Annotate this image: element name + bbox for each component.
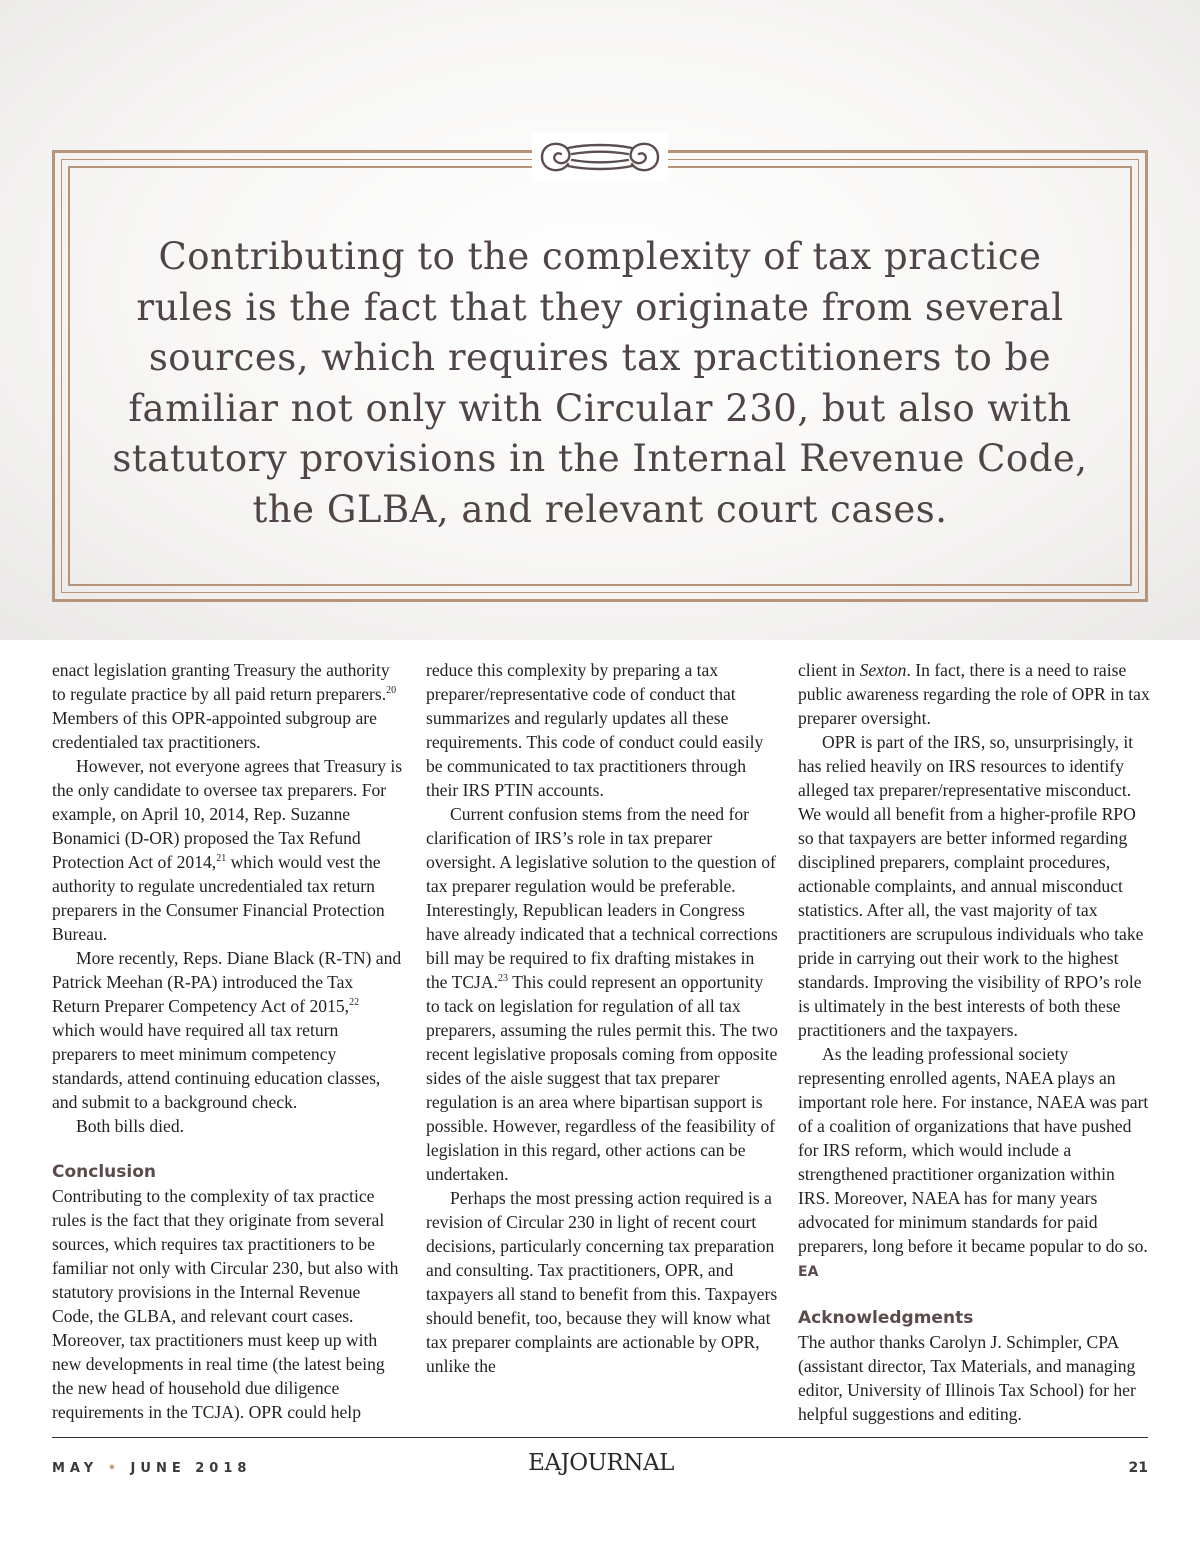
section-heading-acknowledgments: Acknowledgments xyxy=(798,1308,974,1328)
ea-journal-logo: EAJOURNAL xyxy=(528,1450,674,1476)
paragraph: Contributing to the complexity of tax practice rules is the fact that they originate from several sources, which requires tax practitioners to be familiar not only with Circular 230, but also with statutory provisions in the Internal Revenue Code, the GLBA, and relevant court cases. Moreover, tax practitioners must keep up with new developments in real time (the latest being the new head of household due diligence requirements in the TCJA). OPR could help xyxy=(52,1186,399,1422)
article-column-3 xyxy=(798,658,1150,1426)
article-column-2 xyxy=(426,658,778,1378)
paragraph: Current confusion stems from the need for clarification of IRS’s role in tax preparer oversight. A legislative solution to the question of tax preparer regulation would be preferable. Interestingly, Republican leaders in Congress have already indicated that a technical corrections bill may be required to fix drafting mistakes in the TCJA.$^{23}$ This could represent an opportunity to tack on legislation for regulation of all tax preparers, assuming the rules permit this. The two recent legislative proposals coming from opposite sides of the aisle suggest that tax preparer regulation is an area where bipartisan support is possible. However, regardless of the feasibility of legislation in this regard, other actions can be undertaken. xyxy=(426,804,778,1184)
footnote-ref[interactable]: 20 xyxy=(386,685,397,697)
paragraph: reduce this complexity by preparing a tax preparer/representative code of conduct that summarizes and regularly updates all these requirements. This code of conduct could easily be communicated to tax practitioners through their IRS PTIN accounts. xyxy=(426,660,764,800)
article-column-1 xyxy=(52,658,404,1424)
issue-date: MAY • JUNE 2018 xyxy=(52,1461,252,1476)
pull-quote: Contributing to the complexity of tax practice rules is the fact that they originate from several sources, which requires tax practitioners to be familiar not only with Circular 230, but also with statutory provisions in the Internal Revenue Code, the GLBA, and relevant court cases. xyxy=(112,235,1088,531)
separator-dot: • xyxy=(107,1461,122,1476)
scroll-ornament-icon xyxy=(532,132,668,182)
end-mark: EA xyxy=(798,1264,819,1280)
paragraph: Perhaps the most pressing action required is a revision of Circular 230 in light of recent court decisions, particularly concerning tax preparation and consulting. Tax practitioners, OPR, and taxpayers all stand to benefit from this. Taxpayers should benefit, too, because they will know what tax preparer complaints are actionable by OPR, unlike the xyxy=(426,1188,778,1376)
footnote-ref[interactable]: 21 xyxy=(216,853,227,865)
section-heading-conclusion: Conclusion xyxy=(52,1162,156,1182)
paragraph: The author thanks Carolyn J. Schimpler, CPA (assistant director, Tax Materials, and managing editor, University of Illinois Tax School) for her helpful suggestions and editing. xyxy=(798,1332,1136,1424)
footnote-ref[interactable]: 23 xyxy=(498,973,509,985)
footer-divider xyxy=(52,1437,1148,1438)
paragraph: As the leading professional society representing enrolled agents, NAEA plays an important role here. For instance, NAEA was part of a coalition of organizations that have pushed for IRS reform, which would include a strengthened practitioner organization within IRS. Moreover, NAEA has for many years advocated for minimum standards for paid preparers, long before it became popular to do so. EA xyxy=(798,1044,1149,1280)
paragraph: More recently, Reps. Diane Black (R-TN) and Patrick Meehan (R-PA) introduced the Tax Return Preparer Competency Act of 2015,22 which would have required all tax return preparers to meet minimum competency standards, attend continuing education classes, and submit to a background check. xyxy=(52,948,402,1112)
paragraph: However, not everyone agrees that Treasury is the only candidate to oversee tax preparers. For example, on April 10, 2014, Rep. Suzanne Bonamici (D-OR) proposed the Tax Refund Protection Act of 2014,21 which would vest the authority to regulate uncredentialed tax return preparers in the Consumer Financial Protection Bureau. xyxy=(52,756,403,944)
paragraph: enact legislation granting Treasury the authority to regulate practice by all paid return preparers.$^{20}$ Members of this OPR-appointed subgroup are credentialed tax practitioners. xyxy=(52,660,397,752)
footnote-ref[interactable]: 22 xyxy=(349,997,360,1009)
paragraph: OPR is part of the IRS, so, unsurprisingly, it has relied heavily on IRS resources to identify alleged tax preparer/representative misconduct. We would all benefit from a higher-profile RPO so that taxpayers are better informed regarding disciplined preparers, complaint procedures, actionable complaints, and annual misconduct statistics. After all, the vast majority of tax practitioners are scrupulous individuals who take pride in carrying out their work to the highest standards. Improving the visibility of RPO’s role is ultimately in the best interests of both these practitioners and the taxpayers. xyxy=(798,732,1144,1040)
paragraph: Both bills died. xyxy=(76,1116,185,1136)
page-number: 21 xyxy=(1128,1460,1148,1476)
paragraph: client in Sexton. In fact, there is a need to raise public awareness regarding the role of OPR in tax preparer oversight. xyxy=(798,660,1150,728)
